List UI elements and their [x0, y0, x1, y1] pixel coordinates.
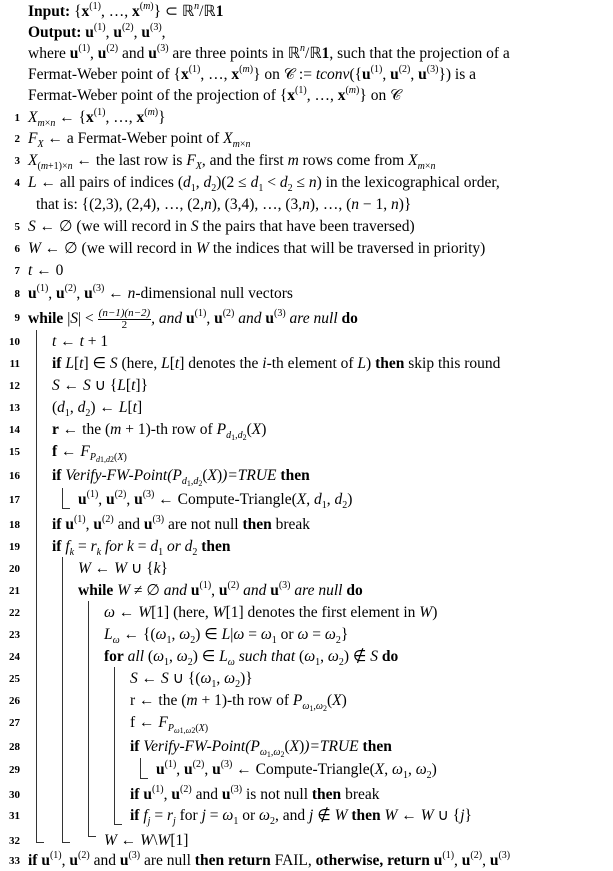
- output-desc-1: where $u^{(1)}$, $u^{(2)}$ and $u^{(3)}$ are three points in ℝ$^n$/ℝ1, such that the projection of a: [28, 43, 510, 62]
- line-number: 22: [9, 607, 20, 619]
- line-number: 15: [9, 446, 20, 458]
- line-number: 25: [9, 673, 20, 685]
- block-guide-for-end: [114, 824, 122, 825]
- line-number: 21: [9, 585, 20, 597]
- line-number: 3: [14, 155, 20, 167]
- line-number: 23: [9, 629, 20, 641]
- line-number: 4: [14, 177, 20, 189]
- line-number: 5: [14, 221, 20, 233]
- line-number: 20: [9, 563, 20, 575]
- block-guide-if-16-end: [62, 508, 70, 509]
- line-number: 24: [9, 651, 20, 663]
- block-guide-while-inner-end: [88, 836, 96, 837]
- line-number: 18: [9, 519, 20, 531]
- line-number: 28: [9, 741, 20, 753]
- output-label: Output:: [28, 24, 82, 41]
- line-number: 10: [9, 336, 20, 348]
- line-number: 1: [14, 112, 20, 124]
- line-number: 26: [9, 695, 20, 707]
- line-number: 17: [9, 494, 20, 506]
- block-guide-if-16: [62, 488, 63, 509]
- line-number: 19: [9, 541, 20, 553]
- output-line: Output: $u^{(1)}$, $u^{(2)}$, $u^{(3)}$,: [28, 22, 166, 41]
- line-number: 7: [14, 265, 20, 277]
- block-guide-if-19: [62, 557, 63, 843]
- block-guide-while-outer: [36, 330, 37, 843]
- line-number: 11: [9, 358, 20, 370]
- block-guide-if-28-end: [140, 778, 148, 779]
- line-number: 30: [9, 789, 20, 801]
- block-guide-if-19-end: [62, 842, 70, 843]
- line-number: 27: [9, 717, 20, 729]
- line-number: 13: [9, 402, 20, 414]
- block-guide-if-28: [140, 758, 141, 779]
- input-line: Input: {$x^{(1)}$, …, $x^{(m)}$} ⊂ ℝ$^n$/ℝ1: [28, 1, 224, 20]
- output-desc-2: Fermat-Weber point of {$x^{(1)}$, …, $x^{(m)}$} on 𝒞 := $tconv(\{u^{(1)}$, $u^{(2)}$, $u^{(3)}$}) is a: [28, 64, 477, 83]
- line-number: 16: [9, 470, 20, 482]
- line-number: 33: [9, 855, 20, 867]
- line-number: 32: [9, 835, 20, 847]
- block-guide-while-outer-end: [36, 842, 44, 843]
- line-number: 9: [14, 312, 20, 324]
- block-guide-while-inner: [88, 601, 89, 837]
- line-number: 8: [14, 288, 20, 300]
- output-desc-3: Fermat-Weber point of the projection of {$x^{(1)}$, …, $x^{(m)}$} on 𝒞: [28, 85, 402, 104]
- line-number: 14: [9, 424, 20, 436]
- line-number: 29: [9, 764, 20, 776]
- line-number: 6: [14, 243, 20, 255]
- line-number: 2: [14, 133, 20, 145]
- line-number: 12: [9, 380, 20, 392]
- input-label: Input:: [28, 3, 71, 20]
- algorithm-block: Input: {$x^{(1)}$, …, $x^{(m)}$} ⊂ ℝ$^n$/ℝ1 Output: $u^{(1)}$, $u^{(2)}$, $u^{(3)}$, where $u^{(1)}$, $u^{(2)}$ and $u^{(3)}$ are three points in ℝ$^n$/ℝ1, such that the projection of a Fermat-Weber point of {$x^{(1)}$, …, $x^{(m)}$} on 𝒞 := $tconv(\{u^{(1)}$, $u^{(2)}$, $u^{(3)}$}) is a Fermat-Weber point of the projection of {$x^{(1)}$, …, $x^{(m)}$} on 𝒞 1 $X_{m\times n}$ ← {$x^{(1)}$, …, $x^{(m)}$} 2 $F_X$ ← a Fermat-Weber point of $X_{m\times n}$ 3 $X_{(m+1)\times n}$ ← the last row is $F_X$, and the first m rows come from $X_{m\times n}$ 4 L ← all pairs of indices ($d_1$, $d_2)(2 \le d_1 < d_2 \le n)$ in the lexicographical order, that is: {(2,3), (2,4), …, (2,n), (3,4), …, (3,n), …, (n − 1, n)} 5 S ← ∅ (we will record in S the pairs that have been traversed) 6 W ← ∅ (we will record in W the indices that will be traversed in priority) 7 t ← 0 8 $u^{(1)}$, $u^{(2)}$, $u^{(3)}$ ← n-dimensional null vectors 9 while |S| < $\frac{(n-1)(n-2)}{2}$ , and $u^{(1)}$, $u^{(2)}$ and $u^{(3)}$ are null do 10 t ← t + 1 11 if L[t] ∈ S (here, L[t] denotes the i-th element of L) then skip this round 12 S ← S ∪ {L[t]} 13 ($d_1$, $d_2$) ← L[t] 14 r ← the (m + 1)-th row of $P_{d_1,d_2}(X)$ 15 f ← $F_{P_{d1,d2}(X)}$ 16 if Verify-$FW-Point(P_{d_1,d_2}(X))=TRUE$ then 17 $u^{(1)}$, $u^{(2)}$, $u^{(3)}$ ← Compute-Triangle(X, $d_1$, $d_2$) 18 if $u^{(1)}$, $u^{(2)}$ and $u^{(3)}$ are not null then break 19 if $f_k = r_k$ for $k = d_1$ or $d_2$ then 20 W ← W ∪ {k} 21 while W ≠ ∅ and $u^{(1)}$, $u^{(2)}$ and $u^{(3)}$ are null do 22 ω ← W[1] (here, W[1] denotes the first element in W) 23 $L_\omega$ ← {($\omega_1$, $\omega_2$) ∈ $L|\omega = \omega_1$ or $\omega = \omega_2$} 24 for all ($\omega_1$, $\omega_2$) ∈ $L_\omega$ such that ($\omega_1$, $\omega_2$) ∉ S do 25 S ← S ∪ {($\omega_1$, $\omega_2$)} 26 r ← the (m + 1)-th row of $P_{\omega_1,\omega_2}(X)$ 27 f ← $F_{P_{\omega 1,\omega 2}(X)}$ 28 if Verify-$FW-Point(P_{\omega_1,\omega_2}(X))=TRUE$ then 29 $u^{(1)}$, $u^{(2)}$, $u^{(3)}$ ← Compute-Triangle(X, $\omega_1$, $\omega_2$) 30 if $u^{(1)}$, $u^{(2)}$ and $u^{(3)}$ is not null then break 31 if $f_j = r_j$ for $j = \omega_1$ or $\omega_2$, and j ∉ W then W ← W ∪ {j} 32 W ← W\W[1] 33 if $u^{(1)}$, $u^{(2)}$ and $u^{(3)}$ are null then return FAIL, otherwise, return $u^{(1)}$, $u^{(2)}$, $u^{(3)}$: [0, 0, 613, 871]
- line-number: 31: [9, 810, 20, 822]
- block-guide-for: [114, 667, 115, 825]
